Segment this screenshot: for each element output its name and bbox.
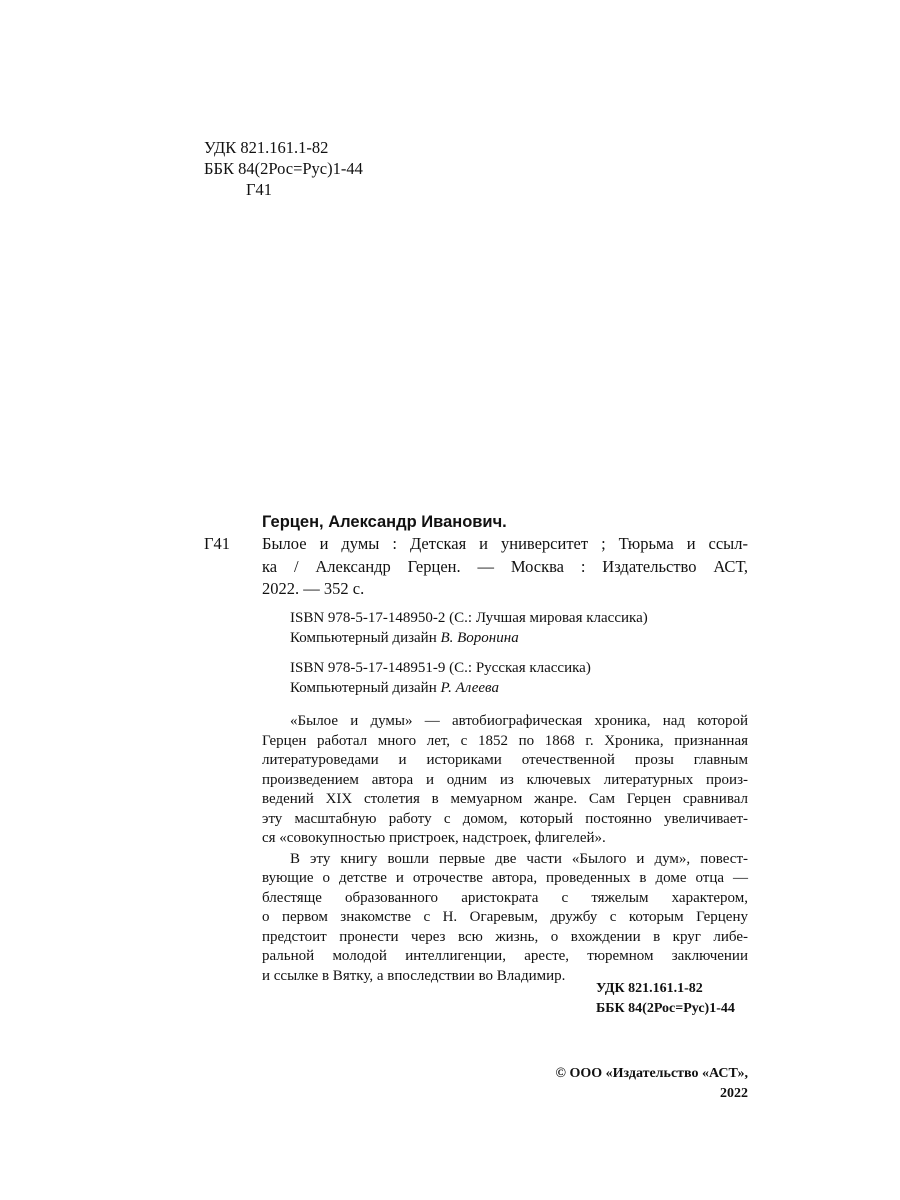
annotation-line: произведением автора и одним из ключевых литературных произ- [262,771,748,788]
designer-name: Р. Алеева [440,680,499,696]
designer-credit [290,678,750,698]
author-heading: Герцен, Александр Иванович. [262,513,507,531]
designer-name: В. Воронина [440,630,519,646]
designer-label: Компьютерный дизайн [290,630,437,646]
annotation-line: блестяще образованного аристократа с тяжелым характером, [262,889,748,906]
isbn-number: ISBN 978-5-17-148950-2 (С.: Лучшая мировая классика) [290,610,648,626]
classification-codes-bottom [596,979,735,1019]
description-line: 2022. — 352 с. [262,579,365,598]
udk-code: УДК 821.161.1-82 [596,981,703,996]
bbk-code: ББК 84(2Рос=Рус)1-44 [596,1001,735,1016]
annotation-paragraph [262,712,748,849]
annotation-line: В эту книгу вошли первые две части «Былого и дум», повест- [290,850,748,867]
annotation-line: Герцен работал много лет, с 1852 по 1868 г. Хроника, признанная [262,732,748,749]
annotation-line: эту масштабную работу с домом, который постоянно увеличивает- [262,810,748,827]
udk-code: УДК 821.161.1-82 [204,138,329,157]
author-mark-top: Г41 [246,180,273,199]
description-line: Былое и думы : Детская и университет ; Тюрьма и ссыл- [262,534,748,553]
annotation-line: ведений XIX столетия в мемуарном жанре. Сам Герцен сравнивал [262,791,748,807]
bbk-code: ББК 84(2Рос=Рус)1-44 [204,159,363,178]
author-mark: Г41 [204,534,231,553]
annotation-line: и ссылке в Вятку, а впоследствии во Владимир. [262,967,566,984]
annotation [262,712,748,986]
annotation-line: «Былое и думы» — автобиографическая хроника, над которой [290,713,748,729]
annotation-line: литературоведами и историками отечественной прозы главным [262,752,748,768]
annotation-line: вующие о детстве и отрочестве автора, проведенных в доме отца — [262,870,748,886]
copyright-notice: © ООО «Издательство «АСТ», 2022 [555,1066,748,1101]
annotation-line: о первом знакомстве с Н. Огаревым, дружбу с которым Герцену [262,909,748,925]
bibliographic-description [262,533,748,601]
isbn-number: ISBN 978-5-17-148951-9 (С.: Русская классика) [290,660,591,676]
designer-credit [290,628,750,648]
annotation-paragraph [262,850,748,987]
designer-label: Компьютерный дизайн [290,680,437,696]
isbn-entry [290,658,750,698]
annotation-line: ральной молодой интеллигенции, аресте, тюремном заключении [262,948,748,964]
isbn-entry [290,608,750,648]
annotation-line: ся «совокупностью пристроек, надстроек, флигелей». [262,830,606,846]
classification-codes-top [204,137,363,200]
annotation-line: предстоит пронести через всю жизнь, о вхождении в круг либе- [262,928,748,945]
description-line: ка / Александр Герцен. — Москва : Издательство АСТ, [262,556,748,576]
